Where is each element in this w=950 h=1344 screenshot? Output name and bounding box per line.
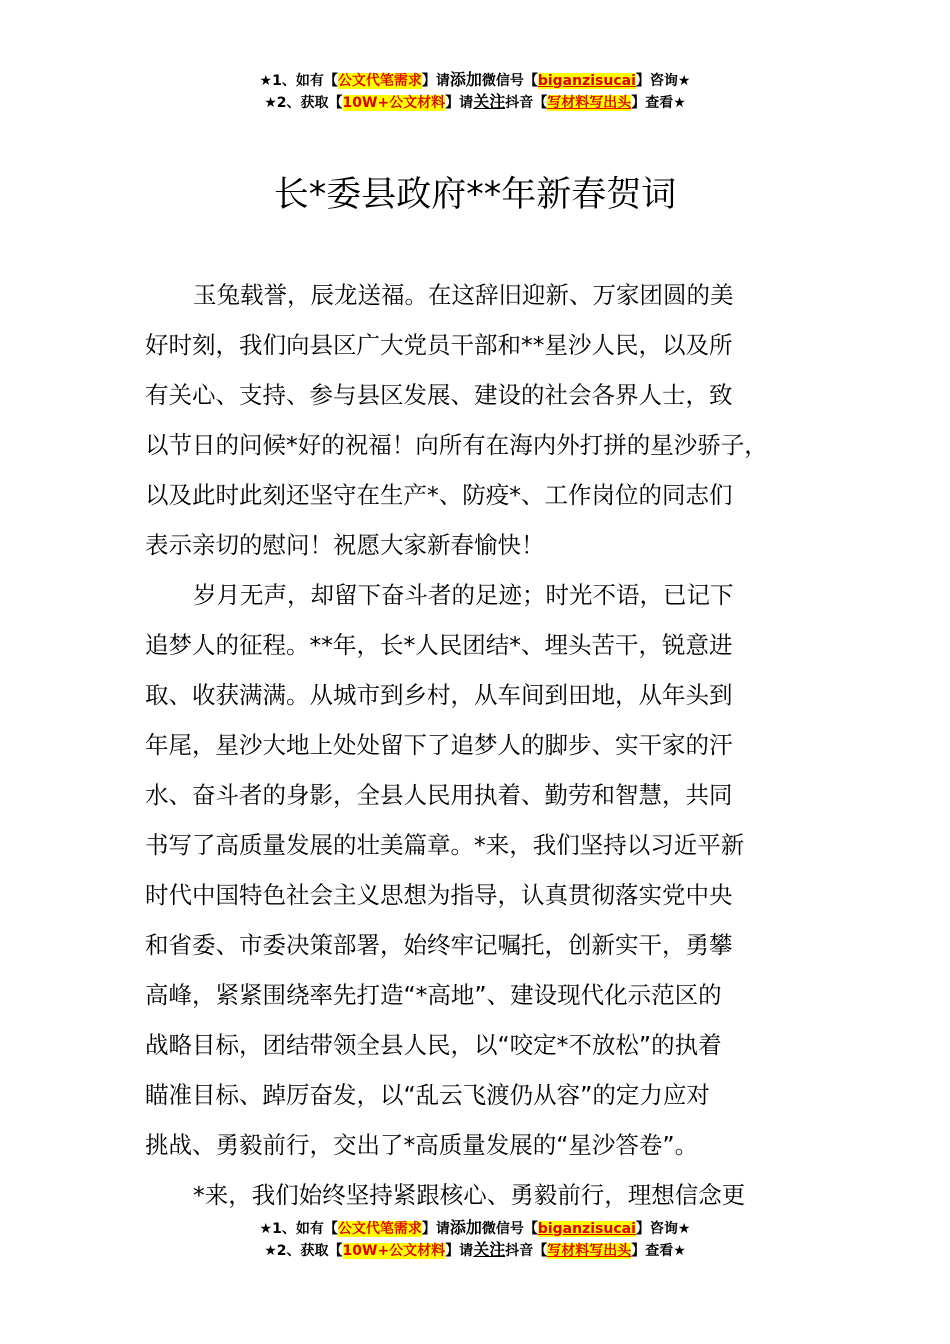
body-line: 追梦人的征程。**年，长*人民团结*、埋头苦干，锐意进	[145, 631, 733, 659]
banner-emphasis: 关注	[473, 92, 506, 111]
banner-text: ★1、如有【	[259, 1221, 338, 1237]
banner-text: 抖音【	[505, 95, 548, 111]
body-line: *来，我们始终坚持紧跟核心、勇毅前行，理想信念更	[193, 1181, 746, 1209]
banner-text: 】咨询★	[635, 73, 691, 89]
header-banner	[0, 69, 950, 113]
body-line: 玉兔载誉，辰龙送福。在这辞旧迎新、万家团圆的美	[193, 281, 734, 309]
body-line: 岁月无声，却留下奋斗者的足迹；时光不语，已记下	[193, 581, 734, 609]
banner-highlight: 公文代笔需求	[337, 73, 422, 89]
body-line: 挑战、勇毅前行，交出了*高质量发展的“星沙答卷”。	[145, 1131, 699, 1159]
body-line: 瞄准目标、踔厉奋发，以“乱云飞渡仍从容”的定力应对	[145, 1081, 710, 1109]
banner-line-2	[0, 1239, 950, 1261]
banner-text: 】请	[445, 1243, 474, 1259]
document-body	[145, 270, 865, 1220]
banner-text: ★2、获取【	[264, 95, 343, 111]
footer-banner	[0, 1217, 950, 1261]
banner-emphasis: 添加	[449, 70, 482, 89]
banner-text: 】请	[445, 95, 474, 111]
wechat-id-highlight: biganzisucai	[537, 73, 636, 89]
banner-text: ★2、获取【	[264, 1243, 343, 1259]
douyin-id-highlight: 写材料写出头	[547, 95, 632, 111]
banner-text: 微信号【	[481, 1221, 538, 1237]
body-line: 书写了高质量发展的壮美篇章。*来，我们坚持以习近平新	[145, 831, 745, 859]
banner-highlight: 10W+公文材料	[342, 1243, 446, 1259]
banner-line-1	[0, 69, 950, 91]
wechat-id-highlight: biganzisucai	[537, 1221, 636, 1237]
body-line: 以节日的问候*好的祝福！向所有在海内外打拼的星沙骄子，	[145, 431, 768, 459]
body-line: 时代中国特色社会主义思想为指导，认真贯彻落实党中央	[145, 881, 733, 909]
banner-text: 】请	[421, 73, 450, 89]
banner-emphasis: 关注	[473, 1240, 506, 1259]
banner-text: 微信号【	[481, 73, 538, 89]
douyin-id-highlight: 写材料写出头	[547, 1243, 632, 1259]
banner-text: 抖音【	[505, 1243, 548, 1259]
body-line: 年尾，星沙大地上处处留下了追梦人的脚步、实干家的汗	[145, 731, 733, 759]
banner-text: 】咨询★	[635, 1221, 691, 1237]
body-line: 高峰，紧紧围绕率先打造“*高地”、建设现代化示范区的	[145, 981, 722, 1009]
banner-emphasis: 添加	[449, 1218, 482, 1237]
banner-highlight: 10W+公文材料	[342, 95, 446, 111]
body-line: 表示亲切的慰问！祝愿大家新春愉快！	[145, 531, 545, 559]
banner-text: 】查看★	[631, 95, 686, 111]
body-line: 水、奋斗者的身影，全县人民用执着、勤劳和智慧，共同	[145, 781, 733, 809]
body-line: 好时刻，我们向县区广大党员干部和**星沙人民，以及所	[145, 331, 733, 359]
banner-line-2	[0, 91, 950, 113]
banner-text: ★1、如有【	[259, 73, 338, 89]
banner-text: 】请	[421, 1221, 450, 1237]
body-line: 取、收获满满。从城市到乡村，从车间到田地，从年头到	[145, 681, 733, 709]
body-line: 有关心、支持、参与县区发展、建设的社会各界人士，致	[145, 381, 733, 409]
banner-text: 】查看★	[631, 1243, 686, 1259]
banner-line-1	[0, 1217, 950, 1239]
body-line: 和省委、市委决策部署，始终牢记嘱托，创新实干，勇攀	[145, 931, 733, 959]
body-line: 以及此时此刻还坚守在生产*、防疫*、工作岗位的同志们	[145, 481, 733, 509]
document-title: 长*委县政府**年新春贺词	[273, 175, 677, 215]
body-line: 战略目标，团结带领全县人民，以“咬定*不放松”的执着	[145, 1031, 722, 1059]
banner-highlight: 公文代笔需求	[337, 1221, 422, 1237]
